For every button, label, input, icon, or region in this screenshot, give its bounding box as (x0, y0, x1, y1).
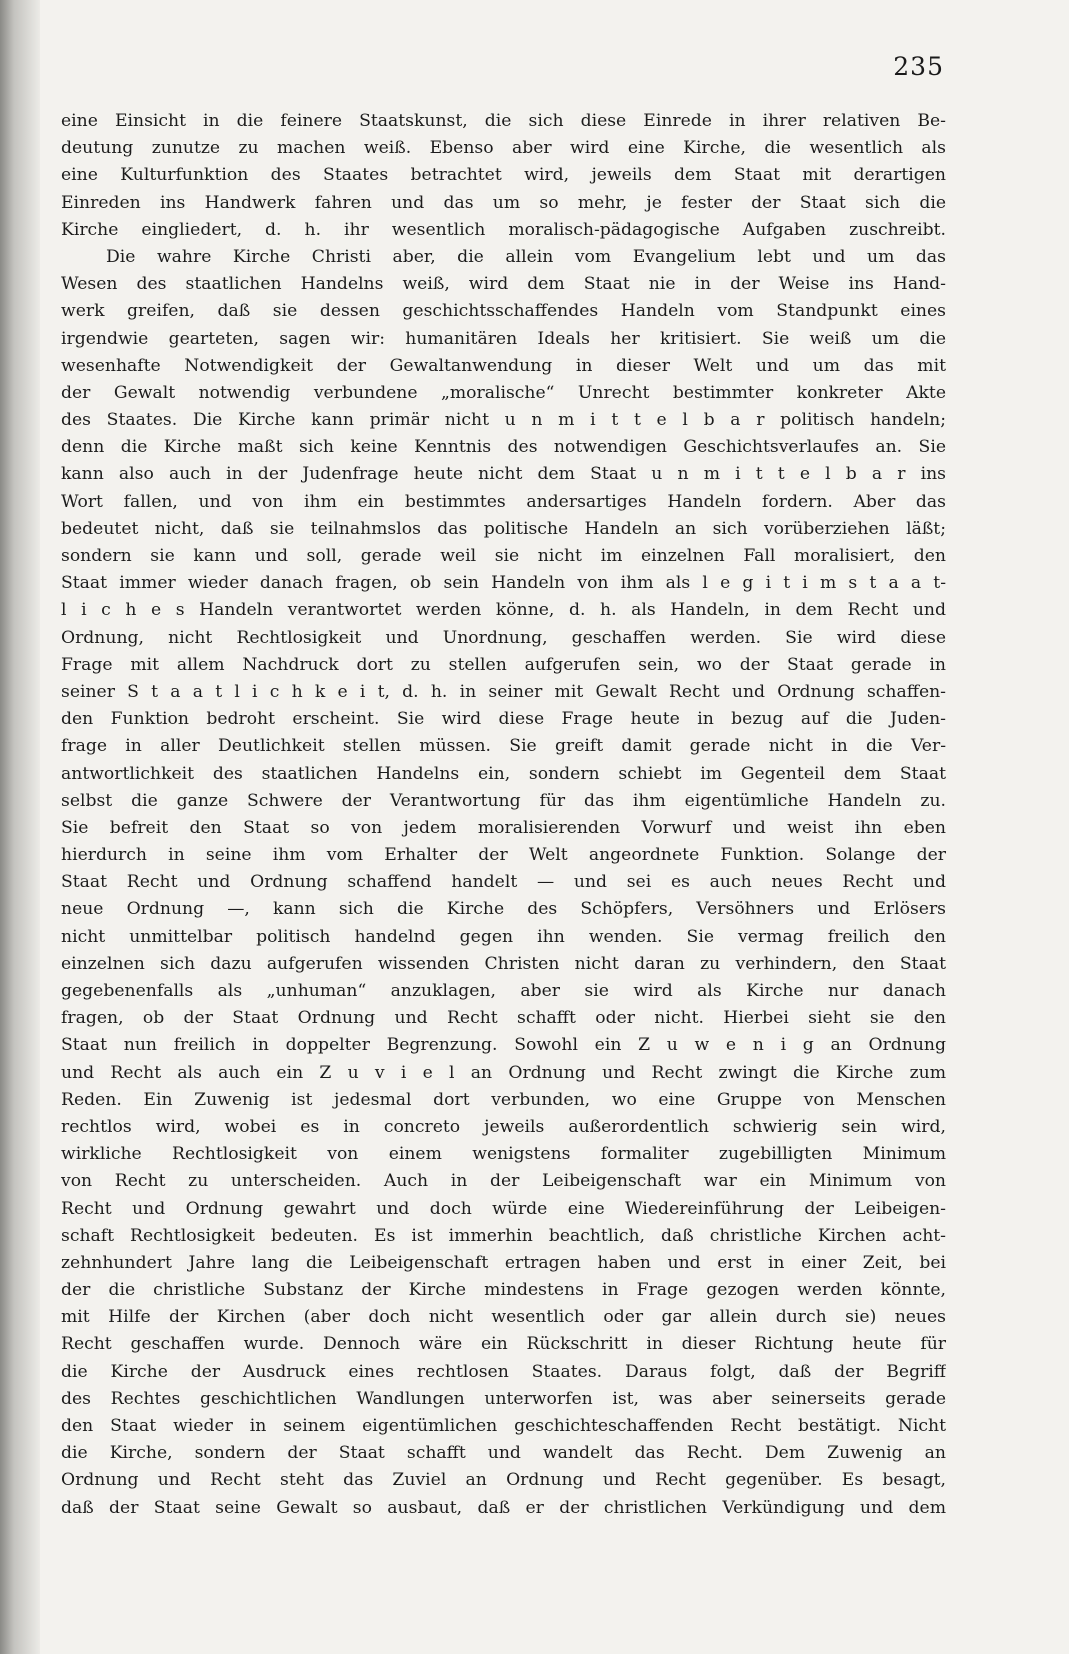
text-line: Staat Recht und Ordnung schaffend handelt — und sei es auch neues Recht und (61, 872, 946, 893)
text-line: Staat immer wieder danach fragen, ob sein Handeln von ihm als l e g i t i m s t a a t- (61, 573, 946, 594)
text-line: mit Hilfe der Kirchen (aber doch nicht wesentlich oder gar allein durch sie) neues (61, 1307, 946, 1328)
text-line: irgendwie gearteten, sagen wir: humanitären Ideals her kritisiert. Sie weiß um die (61, 328, 946, 349)
text-line: Wort fallen, und von ihm ein bestimmtes andersartiges Handeln fordern. Aber das (61, 491, 946, 512)
text-line: einzelnen sich dazu aufgerufen wissenden Christen nicht daran zu verhindern, den Staat (61, 953, 946, 974)
page-number: 235 (893, 52, 944, 81)
text-line: hierdurch in seine ihm vom Erhalter der Welt angeordnete Funktion. Solange der (61, 845, 946, 866)
text-line: schaft Rechtlosigkeit bedeuten. Es ist immerhin beachtlich, daß christliche Kirchen acht- (61, 1225, 946, 1246)
text-line: nicht unmittelbar politisch handelnd gegen ihn wenden. Sie vermag freilich den (61, 926, 946, 947)
text-line: Kirche eingliedert, d. h. ihr wesentlich moralisch-pädagogische Aufgaben zuschreibt. (61, 219, 946, 240)
text-line: die Kirche, sondern der Staat schafft und wandelt das Recht. Dem Zuwenig an (61, 1443, 946, 1464)
text-line: zehnhundert Jahre lang die Leibeigenschaft ertragen haben und erst in einer Zeit, bei (61, 1252, 946, 1273)
text-line: bedeutet nicht, daß sie teilnahmslos das politische Handeln an sich vorüberziehen läßt; (61, 518, 946, 539)
text-line: Einreden ins Handwerk fahren und das um so mehr, je fester der Staat sich die (61, 192, 946, 213)
text-line: deutung zunutze zu machen weiß. Ebenso aber wird eine Kirche, die wesentlich als (61, 138, 946, 159)
text-line: Ordnung, nicht Rechtlosigkeit und Unordnung, geschaffen werden. Sie wird diese (61, 627, 946, 648)
text-line: denn die Kirche maßt sich keine Kenntnis des notwendigen Geschichtsverlaufes an. Sie (61, 437, 946, 458)
text-line: neue Ordnung —, kann sich die Kirche des Schöpfers, Versöhners und Erlösers (61, 899, 946, 920)
text-line: von Recht zu unterscheiden. Auch in der Leibeigenschaft war ein Minimum von (61, 1171, 946, 1192)
text-line: Reden. Ein Zuwenig ist jedesmal dort verbunden, wo eine Gruppe von Menschen (61, 1089, 946, 1110)
text-line: Recht und Ordnung gewahrt und doch würde eine Wiedereinführung der Leibeigen- (61, 1198, 946, 1219)
text-line: Frage mit allem Nachdruck dort zu stellen aufgerufen sein, wo der Staat gerade in (61, 654, 946, 675)
text-line: die Kirche der Ausdruck eines rechtlosen Staates. Daraus folgt, daß der Begriff (61, 1361, 946, 1382)
text-line: des Staates. Die Kirche kann primär nicht u n m i t t e l b a r politisch handeln; (61, 410, 946, 431)
text-line: eine Einsicht in die feinere Staatskunst, die sich diese Einrede in ihrer relativen Be- (61, 111, 946, 131)
text-line: frage in aller Deutlichkeit stellen müssen. Sie greift damit gerade nicht in die Ver- (61, 736, 946, 757)
body-text (61, 108, 946, 1522)
text-line: werk greifen, daß sie dessen geschichtsschaffendes Handeln vom Standpunkt eines (61, 301, 946, 322)
text-line: kann also auch in der Judenfrage heute nicht dem Staat u n m i t t e l b a r ins (61, 464, 946, 485)
text-line: rechtlos wird, wobei es in concreto jeweils außerordentlich schwierig sein wird, (61, 1116, 946, 1137)
text-line: der die christliche Substanz der Kirche mindestens in Frage gezogen werden könnte, (61, 1280, 946, 1301)
text-line: eine Kulturfunktion des Staates betrachtet wird, jeweils dem Staat mit derartigen (61, 165, 946, 186)
text-line: Recht geschaffen wurde. Dennoch wäre ein Rückschritt in dieser Richtung heute für (61, 1334, 946, 1355)
text-line: wirkliche Rechtlosigkeit von einem wenigstens formaliter zugebilligten Minimum (61, 1144, 946, 1165)
text-line: Ordnung und Recht steht das Zuviel an Ordnung und Recht gegenüber. Es besagt, (61, 1470, 946, 1491)
text-line: seiner S t a a t l i c h k e i t, d. h. in seiner mit Gewalt Recht und Ordnung schaffen- (61, 681, 946, 702)
text-line: l i c h e s Handeln verantwortet werden könne, d. h. als Handeln, in dem Recht und (61, 600, 946, 621)
text-line: der Gewalt notwendig verbundene „moralische“ Unrecht bestimmter konkreter Akte (61, 382, 946, 403)
text-line: antwortlichkeit des staatlichen Handelns ein, sondern schiebt im Gegenteil dem Staat (61, 763, 946, 784)
text-line: sondern sie kann und soll, gerade weil sie nicht im einzelnen Fall moralisiert, den (61, 546, 946, 566)
text-line: und Recht als auch ein Z u v i e l an Ordnung und Recht zwingt die Kirche zum (61, 1062, 946, 1083)
text-line: Wesen des staatlichen Handelns weiß, wird dem Staat nie in der Weise ins Hand- (61, 274, 946, 295)
text-line: gegebenenfalls als „unhuman“ anzuklagen, aber sie wird als Kirche nur danach (61, 981, 946, 1001)
page-gutter-shadow (0, 0, 40, 1654)
text-line: fragen, ob der Staat Ordnung und Recht schafft oder nicht. Hierbei sieht sie den (61, 1008, 946, 1029)
text-line: daß der Staat seine Gewalt so ausbaut, daß er der christlichen Verkündigung und dem (61, 1497, 946, 1518)
text-line: Sie befreit den Staat so von jedem moralisierenden Vorwurf und weist ihn eben (61, 817, 946, 838)
text-line: den Staat wieder in seinem eigentümlichen geschichteschaffenden Recht bestätigt. Nicht (61, 1416, 946, 1436)
text-line: Staat nun freilich in doppelter Begrenzung. Sowohl ein Z u w e n i g an Ordnung (61, 1035, 946, 1056)
text-line: Die wahre Kirche Christi aber, die allein vom Evangelium lebt und um das (106, 246, 946, 267)
text-line: wesenhafte Notwendigkeit der Gewaltanwendung in dieser Welt und um das mit (61, 355, 946, 376)
text-line: des Rechtes geschichtlichen Wandlungen unterworfen ist, was aber seinerseits gerade (61, 1388, 946, 1409)
text-line: selbst die ganze Schwere der Verantwortung für das ihm eigentümliche Handeln zu. (61, 790, 946, 811)
text-line: den Funktion bedroht erscheint. Sie wird diese Frage heute in bezug auf die Juden- (61, 709, 946, 730)
